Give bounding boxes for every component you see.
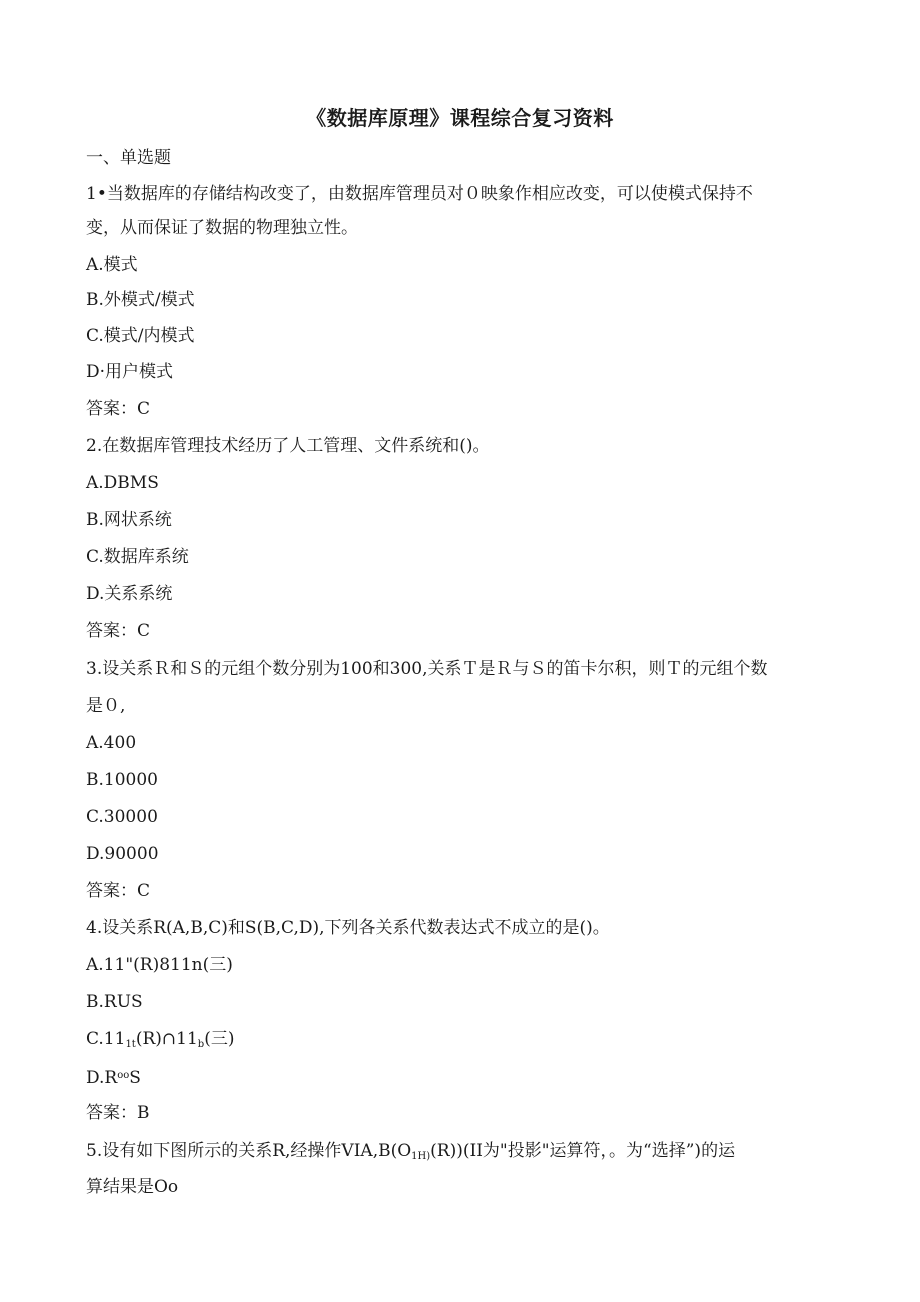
question-2-text: 2.在数据库管理技术经历了人工管理、文件系统和()。 (86, 436, 490, 456)
question-4-text: 4.设关系R(A,B,C)和S(B,C,D),下列各关系代数表达式不成立的是()。 (86, 918, 610, 938)
option-c-subscript-2: b (197, 1039, 205, 1050)
question-1-text-line-2: 变，从而保证了数据的物理独立性。 (86, 218, 358, 238)
question-3-option-a: A.400 (86, 733, 137, 753)
question-2-option-c: C.数据库系统 (86, 547, 189, 567)
question-1-answer: 答案：C (86, 399, 151, 419)
question-5-text-line-2: 算结果是Oo (86, 1177, 179, 1197)
q5-subscript: 1H) (411, 1151, 431, 1162)
question-4-answer: 答案：B (86, 1103, 150, 1123)
question-4-option-a: A.11"(R)811n(三) (86, 955, 233, 975)
question-3-text-line-2: 是０, (86, 696, 126, 716)
question-1-option-c: C.模式/内模式 (86, 326, 195, 346)
question-1-option-a: A.模式 (86, 255, 138, 275)
option-d-part-2: S (129, 1068, 141, 1088)
question-2-answer: 答案：C (86, 621, 151, 641)
question-3-text-line-1: 3.设关系Ｒ和Ｓ的元组个数分别为100和300,关系Ｔ是Ｒ与Ｓ的笛卡尔积，则Ｔ的元组个数 (86, 659, 768, 679)
q5-part-2: (R))(II为"投影"运算符，。为“选择”)的运 (430, 1141, 736, 1161)
question-4-option-b: B.RUS (86, 992, 143, 1012)
question-5-text-line-1 (86, 1140, 735, 1168)
option-c-part-2: (R)∩11 (135, 1029, 198, 1049)
option-c-part-3: (三) (204, 1029, 235, 1049)
question-2-option-a: A.DBMS (86, 473, 159, 493)
question-1-text-line-1: 1•当数据库的存储结构改变了，由数据库管理员对０映象作相应改变，可以使模式保持不 (86, 184, 753, 204)
option-d-part-1: D.R (86, 1068, 118, 1088)
document-title: 《数据库原理》课程综合复习资料 (306, 106, 614, 130)
question-4-option-c (86, 1028, 234, 1056)
question-3-option-c: C.30000 (86, 807, 158, 827)
question-3-option-d: D.90000 (86, 844, 159, 864)
question-3-option-b: B.10000 (86, 770, 158, 790)
q5-part-1: 5.设有如下图所示的关系R,经操作VIA,B(O (86, 1141, 412, 1161)
section-heading: 一、单选题 (86, 148, 171, 168)
option-c-part-1: C.11 (86, 1029, 126, 1049)
question-1-option-d: D·用户模式 (86, 362, 174, 382)
question-2-option-d: D.关系系统 (86, 584, 173, 604)
question-2-option-b: B.网状系统 (86, 510, 172, 530)
option-c-subscript-1: 1t (125, 1039, 136, 1050)
question-4-option-d (86, 1065, 141, 1089)
question-3-answer: 答案：C (86, 881, 151, 901)
option-d-superscript: oo (117, 1070, 130, 1081)
question-1-option-b: B.外模式/模式 (86, 290, 195, 310)
